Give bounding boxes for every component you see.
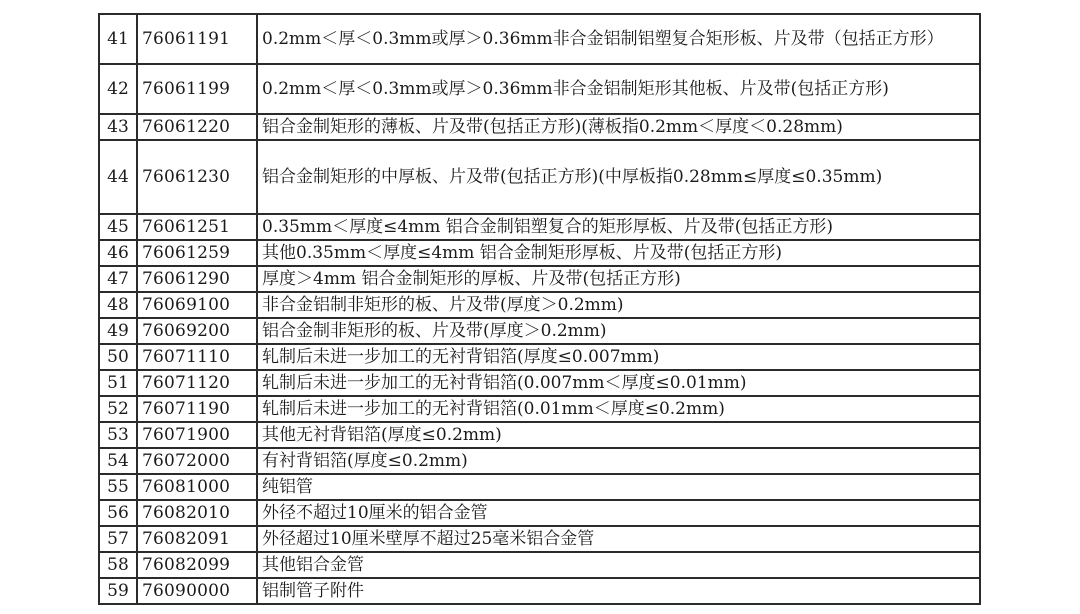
row-number: 49 — [99, 318, 137, 344]
product-description: 厚度＞4mm 铝合金制矩形的厚板、片及带(包括正方形) — [257, 266, 980, 292]
table-row — [99, 214, 980, 240]
row-number: 46 — [99, 240, 137, 266]
product-description: 铝合金制矩形的薄板、片及带(包括正方形)(薄板指0.2mm＜厚度＜0.28mm) — [257, 114, 980, 140]
row-number: 53 — [99, 422, 137, 448]
product-description: 铝合金制矩形的中厚板、片及带(包括正方形)(中厚板指0.28mm≤厚度≤0.35mm) — [257, 140, 980, 214]
row-number: 41 — [99, 14, 137, 64]
product-description: 非合金铝制非矩形的板、片及带(厚度＞0.2mm) — [257, 292, 980, 318]
tariff-code: 76071120 — [137, 370, 257, 396]
table-row — [99, 240, 980, 266]
table-row — [99, 552, 980, 578]
row-number: 48 — [99, 292, 137, 318]
row-number: 44 — [99, 140, 137, 214]
product-description: 铝合金制非矩形的板、片及带(厚度＞0.2mm) — [257, 318, 980, 344]
product-description: 0.2mm＜厚＜0.3mm或厚＞0.36mm非合金铝制矩形其他板、片及带(包括正方形) — [257, 64, 980, 114]
product-description: 外径不超过10厘米的铝合金管 — [257, 500, 980, 526]
table-row — [99, 500, 980, 526]
tariff-code: 76071900 — [137, 422, 257, 448]
tariff-code: 76090000 — [137, 578, 257, 604]
row-number: 54 — [99, 448, 137, 474]
product-description: 0.2mm＜厚＜0.3mm或厚＞0.36mm非合金铝制铝塑复合矩形板、片及带（包括正方形） — [257, 14, 980, 64]
table-row — [99, 14, 980, 64]
tariff-code: 76071110 — [137, 344, 257, 370]
row-number: 52 — [99, 396, 137, 422]
tariff-code: 76081000 — [137, 474, 257, 500]
table-row — [99, 266, 980, 292]
product-description: 轧制后未进一步加工的无衬背铝箔(0.01mm＜厚度≤0.2mm) — [257, 396, 980, 422]
tariff-code: 76071190 — [137, 396, 257, 422]
tariff-code: 76061199 — [137, 64, 257, 114]
row-number: 50 — [99, 344, 137, 370]
table-row — [99, 292, 980, 318]
table-row — [99, 526, 980, 552]
table-row — [99, 140, 980, 214]
row-number: 42 — [99, 64, 137, 114]
table-body — [99, 14, 980, 604]
table-row — [99, 114, 980, 140]
row-number: 43 — [99, 114, 137, 140]
tariff-code: 76082010 — [137, 500, 257, 526]
product-description: 其他铝合金管 — [257, 552, 980, 578]
tariff-code-table — [98, 13, 981, 605]
table-row — [99, 448, 980, 474]
table-row — [99, 318, 980, 344]
tariff-code: 76061191 — [137, 14, 257, 64]
product-description: 其他0.35mm＜厚度≤4mm 铝合金制矩形厚板、片及带(包括正方形) — [257, 240, 980, 266]
row-number: 57 — [99, 526, 137, 552]
product-description: 轧制后未进一步加工的无衬背铝箔(厚度≤0.007mm) — [257, 344, 980, 370]
product-description: 0.35mm＜厚度≤4mm 铝合金制铝塑复合的矩形厚板、片及带(包括正方形) — [257, 214, 980, 240]
tariff-code: 76082091 — [137, 526, 257, 552]
row-number: 45 — [99, 214, 137, 240]
table-row — [99, 422, 980, 448]
table-row — [99, 370, 980, 396]
row-number: 58 — [99, 552, 137, 578]
row-number: 47 — [99, 266, 137, 292]
row-number: 55 — [99, 474, 137, 500]
tariff-code: 76061251 — [137, 214, 257, 240]
product-description: 外径超过10厘米壁厚不超过25毫米铝合金管 — [257, 526, 980, 552]
table-row — [99, 396, 980, 422]
row-number: 56 — [99, 500, 137, 526]
table-row — [99, 344, 980, 370]
row-number: 59 — [99, 578, 137, 604]
product-description: 有衬背铝箔(厚度≤0.2mm) — [257, 448, 980, 474]
tariff-code: 76072000 — [137, 448, 257, 474]
table-row — [99, 474, 980, 500]
product-description: 轧制后未进一步加工的无衬背铝箔(0.007mm＜厚度≤0.01mm) — [257, 370, 980, 396]
table-row — [99, 578, 980, 604]
product-description: 其他无衬背铝箔(厚度≤0.2mm) — [257, 422, 980, 448]
tariff-code: 76069200 — [137, 318, 257, 344]
tariff-code: 76061230 — [137, 140, 257, 214]
tariff-code: 76061220 — [137, 114, 257, 140]
tariff-code: 76082099 — [137, 552, 257, 578]
tariff-code: 76061259 — [137, 240, 257, 266]
table-row — [99, 64, 980, 114]
product-description: 纯铝管 — [257, 474, 980, 500]
tariff-code: 76061290 — [137, 266, 257, 292]
product-description: 铝制管子附件 — [257, 578, 980, 604]
tariff-code: 76069100 — [137, 292, 257, 318]
row-number: 51 — [99, 370, 137, 396]
